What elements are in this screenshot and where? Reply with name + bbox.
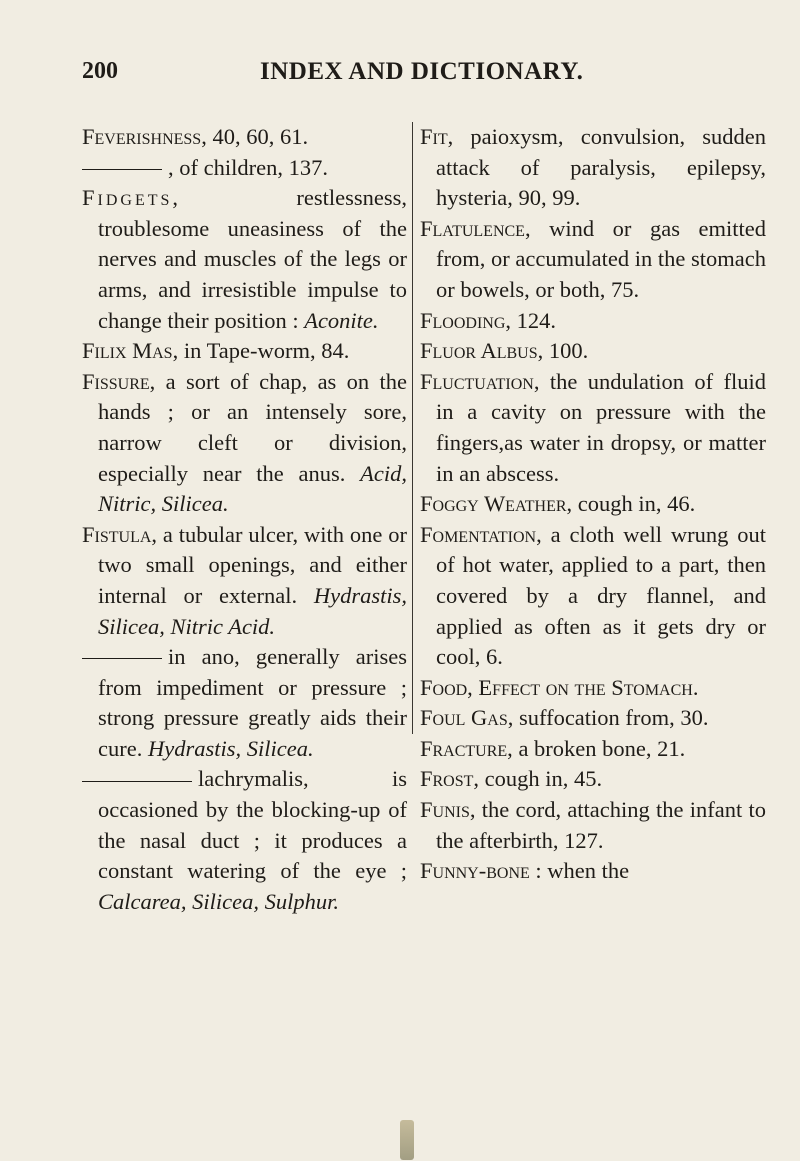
running-head: INDEX AND DICTIONARY. <box>260 58 584 85</box>
headword: Foggy Weather, <box>420 491 573 517</box>
remedy: Calcarea, Silicea, Sulphur. <box>98 888 340 914</box>
entry-fracture <box>420 734 766 765</box>
remedy: Hydrastis, Silicea, Nitric Acid. <box>98 582 408 639</box>
headword: Fluctuation, <box>420 368 540 394</box>
headword: Feverishness, <box>82 124 207 149</box>
entry-food <box>420 673 766 704</box>
page-smudge <box>400 1120 414 1160</box>
headword: Fistula, <box>82 521 158 547</box>
entry-text: the undulation of fluid in a cavity on pressure with the fingers,as water in dropsy, or matter in an abscess. <box>436 368 766 486</box>
right-column <box>420 122 766 887</box>
entry-text: a sort of chap, as on the hands ; or an intensely sore, narrow cleft or division, especially near the anus. <box>98 368 407 486</box>
headword: Fit, <box>420 124 454 149</box>
ditto-dash <box>82 781 192 782</box>
ditto-dash <box>82 658 162 659</box>
entry-text: paioxysm, convulsion, sudden attack of paralysis, epilepsy, hysteria, 90, 99. <box>436 124 766 211</box>
headword: Fomentation, <box>420 521 542 547</box>
entry-text: 100. <box>543 338 589 364</box>
column-rule <box>412 122 413 734</box>
entry-text: cough in, 46. <box>572 491 696 517</box>
headword: Filix Mas, <box>82 338 179 364</box>
headword: Funny-bone : <box>420 858 542 884</box>
entry-fistula-lachrymalis <box>82 764 407 917</box>
remedy: Hydrastis, Silicea. <box>147 735 314 761</box>
headword: Fluor Albus, <box>420 338 544 364</box>
entry-text: , of children, 137. <box>168 154 328 180</box>
entry-feverishness <box>82 122 407 153</box>
entry-text: in ano, generally arises from impediment or pressure ; strong pressure greatly aids their cure. <box>98 644 407 761</box>
headword: Frost, <box>420 766 480 792</box>
entry-fomentation <box>420 520 766 673</box>
entry-text: a cloth well wrung out of hot water, applied to a part, then covered by a dry flannel, and applied as often as it gets dry or cool, 6. <box>436 521 766 670</box>
entry-funis <box>420 795 766 856</box>
remedy: Aconite. <box>304 307 379 333</box>
entry-text: 124. <box>511 307 557 333</box>
headword: Flooding, <box>420 307 512 333</box>
headword: Fidgets, <box>82 185 182 211</box>
left-column <box>82 122 407 917</box>
headword: Funis, <box>420 797 476 823</box>
remedy: Acid, Nitric, Silicea. <box>98 460 407 517</box>
entry-fissure <box>82 367 407 520</box>
entry-text: in Tape-worm, 84. <box>178 338 350 364</box>
entry-text: the cord, attaching the infant to the afterbirth, 127. <box>436 797 766 853</box>
entry-text: when the <box>541 858 630 884</box>
entry-fistula <box>82 520 407 642</box>
headword: Fracture, <box>420 735 513 761</box>
entry-filix-mas <box>82 336 407 367</box>
headword: Flatulence, <box>420 215 531 241</box>
ditto-dash <box>82 169 162 170</box>
entry-text: a tubular ulcer, with one or two small openings, and either internal or external. <box>98 521 407 608</box>
headword: Foul Gas, <box>420 705 514 731</box>
headword: Fissure, <box>82 368 156 394</box>
entry-text: suffocation from, 30. <box>513 705 709 731</box>
entry-text: 40, 60, 61. <box>206 124 309 149</box>
entry-feverishness-children <box>82 153 407 184</box>
entry-foggy-weather <box>420 489 766 520</box>
entry-fluor-albus <box>420 336 766 367</box>
entry-text: restlessness, troublesome uneasiness of the nerves and muscles of the legs or arms, and irresistible impulse to change their position : <box>98 185 407 333</box>
entry-fluctuation <box>420 367 766 489</box>
entry-frost <box>420 764 766 795</box>
entry-flooding <box>420 306 766 337</box>
entry-flatulence <box>420 214 766 306</box>
entry-foul-gas <box>420 703 766 734</box>
entry-text: a broken bone, 21. <box>512 735 686 761</box>
page-number: 200 <box>82 58 118 84</box>
entry-fistula-in-ano <box>82 642 407 764</box>
entry-text: wind or gas emitted from, or accumulated in the stomach or bowels, or both, 75. <box>436 215 766 302</box>
entry-fidgets <box>82 183 407 336</box>
entry-funny-bone <box>420 856 766 887</box>
entry-fit <box>420 122 766 214</box>
entry-text: cough in, 45. <box>479 766 603 792</box>
headword: Food, Effect on the Stomach. <box>420 674 699 700</box>
entry-text: lachrymalis, is occasioned by the blocking-up of the nasal duct ; it produces a constant watering of the eye ; <box>98 766 407 884</box>
